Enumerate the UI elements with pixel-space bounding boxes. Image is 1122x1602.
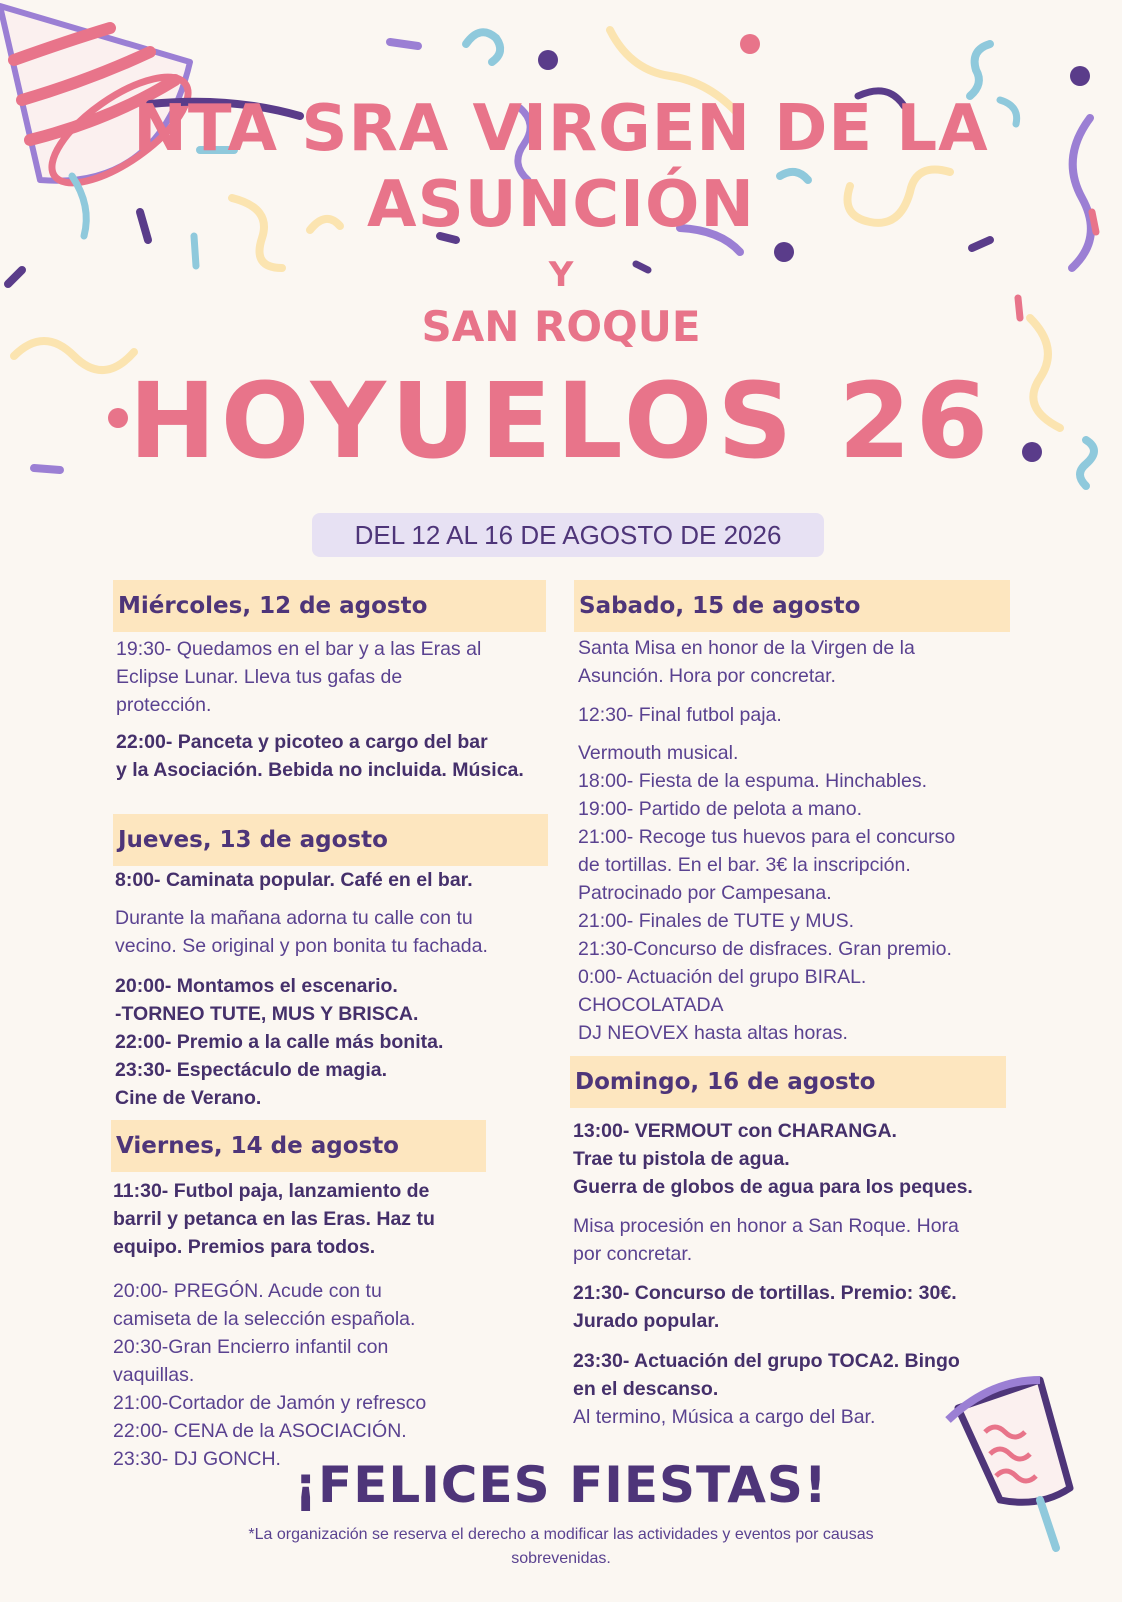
title-line-3: Y xyxy=(548,255,574,295)
event-line: 0:00- Actuación del grupo BIRAL. xyxy=(578,966,867,988)
event-line: 22:00- CENA de la ASOCIACIÓN. xyxy=(113,1420,407,1442)
day-header-wed: Miércoles, 12 de agosto xyxy=(113,580,546,632)
footer-note-line-1: *La organización se reserva el derecho a modificar las actividades y eventos por causas xyxy=(248,1526,874,1543)
event-line: Santa Misa en honor de la Virgen de la xyxy=(578,637,915,659)
event-line: CHOCOLATADA xyxy=(578,994,724,1016)
event-line: Al termino, Música a cargo del Bar. xyxy=(573,1406,876,1428)
event-line: vecino. Se original y pon bonita tu fachada. xyxy=(115,935,488,957)
event-line: Durante la mañana adorna tu calle con tu xyxy=(115,907,473,929)
event-line: 21:30-Concurso de disfraces. Gran premio. xyxy=(578,938,952,960)
event-line: 20:30-Gran Encierro infantil con xyxy=(113,1336,389,1358)
event-line: Asunción. Hora por concretar. xyxy=(578,665,836,687)
event-line: 23:30- Espectáculo de magia. xyxy=(115,1059,388,1081)
event-line: 22:00- Premio a la calle más bonita. xyxy=(115,1031,444,1053)
date-range-badge: DEL 12 AL 16 DE AGOSTO DE 2026 xyxy=(312,513,824,557)
day-header-fri: Viernes, 14 de agosto xyxy=(111,1120,486,1172)
event-line: 12:30- Final futbol paja. xyxy=(578,704,782,726)
day-header-sun: Domingo, 16 de agosto xyxy=(570,1056,1006,1108)
event-line: de tortillas. En el bar. 3€ la inscripción. xyxy=(578,854,911,876)
title-main: HOYUELOS 26 xyxy=(128,360,994,482)
event-line: 19:30- Quedamos en el bar y a las Eras al xyxy=(116,638,482,660)
event-line: Guerra de globos de agua para los peques. xyxy=(573,1176,973,1198)
event-line: Patrocinado por Campesana. xyxy=(578,882,832,904)
event-line: 20:00- PREGÓN. Acude con tu xyxy=(113,1280,382,1302)
day-header-thu: Jueves, 13 de agosto xyxy=(113,814,548,866)
event-line: equipo. Premios para todos. xyxy=(113,1236,376,1258)
event-line: 11:30- Futbol paja, lanzamiento de xyxy=(113,1180,430,1202)
event-line: 23:30- Actuación del grupo TOCA2. Bingo xyxy=(573,1350,960,1372)
event-line: Eclipse Lunar. Lleva tus gafas de xyxy=(116,666,403,688)
event-line: Trae tu pistola de agua. xyxy=(573,1148,790,1170)
event-line: Jurado popular. xyxy=(573,1310,720,1332)
event-line: 19:00- Partido de pelota a mano. xyxy=(578,798,863,820)
title-line-2: ASUNCIÓN xyxy=(367,168,755,242)
title-line-1: NTA SRA VIRGEN DE LA xyxy=(133,92,989,166)
event-line: barril y petanca en las Eras. Haz tu xyxy=(113,1208,435,1230)
event-line: 21:30- Concurso de tortillas. Premio: 30€. xyxy=(573,1282,957,1304)
event-line: 8:00- Caminata popular. Café en el bar. xyxy=(115,869,473,891)
event-line: camiseta de la selección española. xyxy=(113,1308,416,1330)
event-line: Cine de Verano. xyxy=(115,1087,262,1109)
event-line: vaquillas. xyxy=(113,1364,195,1386)
footer-note-line-2: sobrevenidas. xyxy=(511,1550,611,1567)
felices-fiestas-heading: ¡FELICES FIESTAS! xyxy=(294,1456,828,1514)
event-line: Misa procesión en honor a San Roque. Hora xyxy=(573,1215,959,1237)
event-line: y la Asociación. Bebida no incluida. Música. xyxy=(116,759,524,781)
event-line: 22:00- Panceta y picoteo a cargo del bar xyxy=(116,731,488,753)
event-line: por concretar. xyxy=(573,1243,693,1265)
event-line: protección. xyxy=(116,694,212,716)
event-line: 20:00- Montamos el escenario. xyxy=(115,975,398,997)
event-line: 21:00- Recoge tus huevos para el concurso xyxy=(578,826,956,848)
event-line: -TORNEO TUTE, MUS Y BRISCA. xyxy=(115,1003,419,1025)
event-line: DJ NEOVEX hasta altas horas. xyxy=(578,1022,848,1044)
day-header-sat: Sabado, 15 de agosto xyxy=(574,580,1010,632)
event-line: 13:00- VERMOUT con CHARANGA. xyxy=(573,1120,897,1142)
event-line: 18:00- Fiesta de la espuma. Hinchables. xyxy=(578,770,928,792)
event-line: 21:00- Finales de TUTE y MUS. xyxy=(578,910,854,932)
event-line: Vermouth musical. xyxy=(578,742,739,764)
event-line: 21:00-Cortador de Jamón y refresco xyxy=(113,1392,427,1414)
event-line: en el descanso. xyxy=(573,1378,719,1400)
event-line: 23:30- DJ GONCH. xyxy=(113,1448,281,1470)
title-line-4: SAN ROQUE xyxy=(421,302,701,351)
